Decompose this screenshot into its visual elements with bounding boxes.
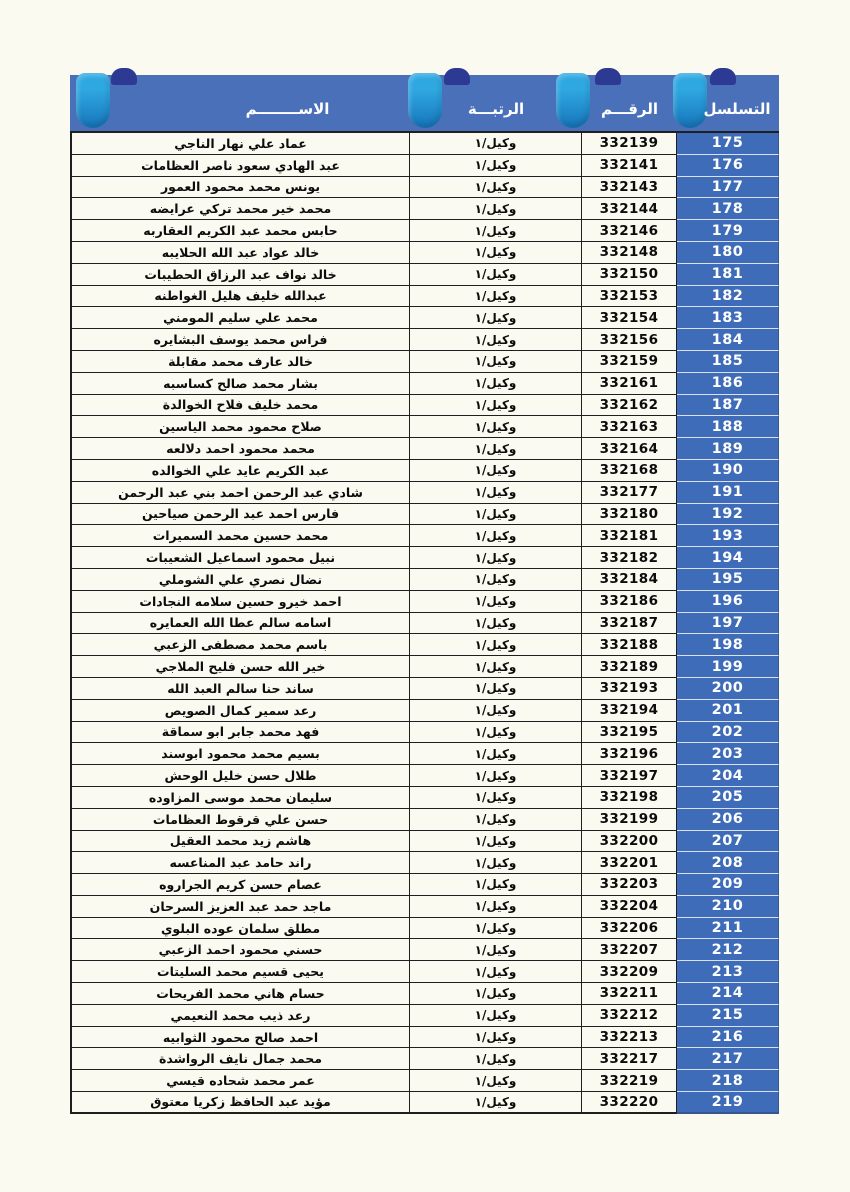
serial-cell: 197 <box>677 613 779 635</box>
serial-cell: 204 <box>677 765 779 787</box>
serial-cell: 188 <box>677 416 779 438</box>
personnel-table <box>70 75 779 1114</box>
number-cell: 332199 <box>582 809 677 831</box>
table-row <box>70 1092 779 1114</box>
table-header-row <box>70 75 779 131</box>
number-cell: 332209 <box>582 961 677 983</box>
name-cell: ماجد حمد عبد العزيز السرحان <box>70 896 410 918</box>
serial-cell: 208 <box>677 852 779 874</box>
table-row <box>70 547 779 569</box>
number-cell: 332187 <box>582 613 677 635</box>
serial-cell: 202 <box>677 722 779 744</box>
table-row <box>70 416 779 438</box>
table-row <box>70 373 779 395</box>
name-cell: ساند حنا سالم العبد الله <box>70 678 410 700</box>
name-cell: صلاح محمود محمد الياسين <box>70 416 410 438</box>
name-cell: خير الله حسن فليح الملاجي <box>70 656 410 678</box>
serial-cell: 187 <box>677 395 779 417</box>
table-row <box>70 133 779 155</box>
rank-cell: وكيل/١ <box>410 416 582 438</box>
rank-cell: وكيل/١ <box>410 286 582 308</box>
table-row <box>70 939 779 961</box>
serial-cell: 183 <box>677 307 779 329</box>
serial-cell: 192 <box>677 504 779 526</box>
name-cell: عبد الهادي سعود ناصر العظامات <box>70 155 410 177</box>
table-row <box>70 525 779 547</box>
rank-cell: وكيل/١ <box>410 1092 582 1114</box>
rank-cell: وكيل/١ <box>410 722 582 744</box>
rank-cell: وكيل/١ <box>410 198 582 220</box>
name-cell: محمد جمال نايف الرواشدة <box>70 1048 410 1070</box>
table-row <box>70 155 779 177</box>
rank-cell: وكيل/١ <box>410 939 582 961</box>
table-row <box>70 896 779 918</box>
rank-cell: وكيل/١ <box>410 504 582 526</box>
rank-cell: وكيل/١ <box>410 307 582 329</box>
rank-cell: وكيل/١ <box>410 983 582 1005</box>
serial-cell: 190 <box>677 460 779 482</box>
serial-cell: 203 <box>677 743 779 765</box>
number-cell: 332141 <box>582 155 677 177</box>
rank-cell: وكيل/١ <box>410 1027 582 1049</box>
number-cell: 332163 <box>582 416 677 438</box>
name-cell: احمد خيرو حسين سلامه النجادات <box>70 591 410 613</box>
rank-cell: وكيل/١ <box>410 177 582 199</box>
rank-cell: وكيل/١ <box>410 569 582 591</box>
header-name: الاســــــــم <box>245 100 330 118</box>
table-row <box>70 722 779 744</box>
name-cell: خالد عواد عبد الله الحلايبه <box>70 242 410 264</box>
header-serial: التسلسل <box>703 100 771 118</box>
table-row <box>70 177 779 199</box>
name-cell: عبد الكريم عايد علي الخوالده <box>70 460 410 482</box>
rank-cell: وكيل/١ <box>410 852 582 874</box>
table-row <box>70 1070 779 1092</box>
number-cell: 332177 <box>582 482 677 504</box>
rank-cell: وكيل/١ <box>410 1070 582 1092</box>
number-cell: 332182 <box>582 547 677 569</box>
number-cell: 332156 <box>582 329 677 351</box>
name-cell: فراس محمد يوسف البشايره <box>70 329 410 351</box>
table-body <box>70 131 779 1114</box>
rank-cell: وكيل/١ <box>410 220 582 242</box>
name-cell: عصام حسن كريم الجراروه <box>70 874 410 896</box>
serial-cell: 195 <box>677 569 779 591</box>
number-cell: 332153 <box>582 286 677 308</box>
name-cell: يونس محمد محمود العمور <box>70 177 410 199</box>
number-cell: 332139 <box>582 133 677 155</box>
name-cell: حابس محمد عبد الكريم العقاربه <box>70 220 410 242</box>
number-cell: 332144 <box>582 198 677 220</box>
name-cell: باسم محمد مصطفى الزعبي <box>70 634 410 656</box>
rank-cell: وكيل/١ <box>410 961 582 983</box>
name-cell: محمد خليف فلاح الخوالدة <box>70 395 410 417</box>
serial-cell: 180 <box>677 242 779 264</box>
name-cell: نبيل محمود اسماعيل الشعيبات <box>70 547 410 569</box>
table-row <box>70 787 779 809</box>
rank-cell: وكيل/١ <box>410 242 582 264</box>
table-row <box>70 504 779 526</box>
serial-cell: 185 <box>677 351 779 373</box>
number-cell: 332195 <box>582 722 677 744</box>
name-cell: خالد نواف عبد الرزاق الحطيبات <box>70 264 410 286</box>
rank-cell: وكيل/١ <box>410 678 582 700</box>
name-cell: فهد محمد جابر ابو سماقة <box>70 722 410 744</box>
table-row <box>70 634 779 656</box>
number-cell: 332217 <box>582 1048 677 1070</box>
table-row <box>70 831 779 853</box>
serial-cell: 219 <box>677 1092 779 1114</box>
serial-cell: 191 <box>677 482 779 504</box>
number-cell: 332150 <box>582 264 677 286</box>
name-cell: عبدالله خليف هليل الغواطنه <box>70 286 410 308</box>
number-cell: 332189 <box>582 656 677 678</box>
table-row <box>70 613 779 635</box>
table-row <box>70 765 779 787</box>
serial-cell: 215 <box>677 1005 779 1027</box>
rank-cell: وكيل/١ <box>410 1005 582 1027</box>
rank-cell: وكيل/١ <box>410 700 582 722</box>
table-row <box>70 242 779 264</box>
serial-cell: 218 <box>677 1070 779 1092</box>
name-cell: عماد علي نهار الناجي <box>70 133 410 155</box>
rank-cell: وكيل/١ <box>410 438 582 460</box>
table-row <box>70 983 779 1005</box>
table-row <box>70 286 779 308</box>
table-row <box>70 1005 779 1027</box>
table-row <box>70 220 779 242</box>
name-cell: حسن علي قرقوط العظامات <box>70 809 410 831</box>
name-cell: حسام هاني محمد الفريحات <box>70 983 410 1005</box>
name-cell: شادي عبد الرحمن احمد بني عبد الرحمن <box>70 482 410 504</box>
serial-cell: 178 <box>677 198 779 220</box>
number-cell: 332220 <box>582 1092 677 1114</box>
serial-cell: 177 <box>677 177 779 199</box>
serial-cell: 212 <box>677 939 779 961</box>
table-row <box>70 961 779 983</box>
table-row <box>70 1027 779 1049</box>
table-row <box>70 569 779 591</box>
rank-cell: وكيل/١ <box>410 831 582 853</box>
name-cell: مؤيد عبد الحافظ زكريا معتوق <box>70 1092 410 1114</box>
header-number: الرقـــم <box>600 100 659 118</box>
name-cell: حسني محمود احمد الزعبي <box>70 939 410 961</box>
table-row <box>70 351 779 373</box>
serial-cell: 205 <box>677 787 779 809</box>
rank-cell: وكيل/١ <box>410 787 582 809</box>
serial-cell: 181 <box>677 264 779 286</box>
serial-cell: 207 <box>677 831 779 853</box>
serial-cell: 182 <box>677 286 779 308</box>
serial-cell: 217 <box>677 1048 779 1070</box>
name-cell: طلال حسن خليل الوحش <box>70 765 410 787</box>
number-cell: 332184 <box>582 569 677 591</box>
serial-cell: 196 <box>677 591 779 613</box>
number-cell: 332181 <box>582 525 677 547</box>
name-cell: محمد خير محمد تركي عرايضه <box>70 198 410 220</box>
number-cell: 332211 <box>582 983 677 1005</box>
rank-cell: وكيل/١ <box>410 395 582 417</box>
number-cell: 332213 <box>582 1027 677 1049</box>
number-cell: 332219 <box>582 1070 677 1092</box>
table-row <box>70 852 779 874</box>
name-cell: بسيم محمد محمود ابوسند <box>70 743 410 765</box>
serial-cell: 193 <box>677 525 779 547</box>
rank-cell: وكيل/١ <box>410 264 582 286</box>
number-cell: 332143 <box>582 177 677 199</box>
name-cell: خالد عارف محمد مقابلة <box>70 351 410 373</box>
number-cell: 332188 <box>582 634 677 656</box>
rank-cell: وكيل/١ <box>410 918 582 940</box>
table-row <box>70 656 779 678</box>
rank-cell: وكيل/١ <box>410 809 582 831</box>
number-cell: 332193 <box>582 678 677 700</box>
number-cell: 332212 <box>582 1005 677 1027</box>
rank-cell: وكيل/١ <box>410 373 582 395</box>
number-cell: 332198 <box>582 787 677 809</box>
name-cell: محمد حسين محمد السميرات <box>70 525 410 547</box>
rank-cell: وكيل/١ <box>410 482 582 504</box>
serial-cell: 213 <box>677 961 779 983</box>
table-row <box>70 700 779 722</box>
rank-cell: وكيل/١ <box>410 351 582 373</box>
table-row <box>70 743 779 765</box>
number-cell: 332206 <box>582 918 677 940</box>
number-cell: 332168 <box>582 460 677 482</box>
table-row <box>70 329 779 351</box>
number-cell: 332161 <box>582 373 677 395</box>
table-row <box>70 591 779 613</box>
rank-cell: وكيل/١ <box>410 329 582 351</box>
table-row <box>70 395 779 417</box>
serial-cell: 186 <box>677 373 779 395</box>
number-cell: 332146 <box>582 220 677 242</box>
rank-cell: وكيل/١ <box>410 656 582 678</box>
rank-cell: وكيل/١ <box>410 874 582 896</box>
serial-cell: 214 <box>677 983 779 1005</box>
rank-cell: وكيل/١ <box>410 765 582 787</box>
name-cell: محمد محمود احمد دلالعه <box>70 438 410 460</box>
table-row <box>70 1048 779 1070</box>
rank-cell: وكيل/١ <box>410 591 582 613</box>
table-row <box>70 918 779 940</box>
name-cell: احمد صالح محمود الثوابيه <box>70 1027 410 1049</box>
number-cell: 332164 <box>582 438 677 460</box>
number-cell: 332159 <box>582 351 677 373</box>
name-cell: رعد ذيب محمد النعيمي <box>70 1005 410 1027</box>
name-cell: هاشم زيد محمد العقيل <box>70 831 410 853</box>
name-cell: عمر محمد شحاده قيسي <box>70 1070 410 1092</box>
name-cell: محمد علي سليم المومني <box>70 307 410 329</box>
number-cell: 332194 <box>582 700 677 722</box>
name-cell: راند حامد عبد المناعسه <box>70 852 410 874</box>
number-cell: 332154 <box>582 307 677 329</box>
name-cell: فارس احمد عبد الرحمن صياحين <box>70 504 410 526</box>
serial-cell: 189 <box>677 438 779 460</box>
name-cell: بشار محمد صالح كساسبه <box>70 373 410 395</box>
table-row <box>70 198 779 220</box>
serial-cell: 210 <box>677 896 779 918</box>
table-row <box>70 307 779 329</box>
rank-cell: وكيل/١ <box>410 460 582 482</box>
number-cell: 332207 <box>582 939 677 961</box>
table-row <box>70 264 779 286</box>
number-cell: 332204 <box>582 896 677 918</box>
serial-cell: 194 <box>677 547 779 569</box>
number-cell: 332200 <box>582 831 677 853</box>
number-cell: 332186 <box>582 591 677 613</box>
header-rank: الرتبـــة <box>467 100 525 118</box>
table-row <box>70 809 779 831</box>
number-cell: 332197 <box>582 765 677 787</box>
rank-cell: وكيل/١ <box>410 525 582 547</box>
serial-cell: 184 <box>677 329 779 351</box>
number-cell: 332201 <box>582 852 677 874</box>
name-cell: نضال نصري علي الشوملي <box>70 569 410 591</box>
number-cell: 332196 <box>582 743 677 765</box>
serial-cell: 199 <box>677 656 779 678</box>
number-cell: 332148 <box>582 242 677 264</box>
table-row <box>70 482 779 504</box>
rank-cell: وكيل/١ <box>410 743 582 765</box>
serial-cell: 216 <box>677 1027 779 1049</box>
number-cell: 332203 <box>582 874 677 896</box>
table-row <box>70 460 779 482</box>
name-cell: رعد سمير كمال الصويص <box>70 700 410 722</box>
serial-cell: 175 <box>677 133 779 155</box>
rank-cell: وكيل/١ <box>410 613 582 635</box>
serial-cell: 200 <box>677 678 779 700</box>
serial-cell: 198 <box>677 634 779 656</box>
rank-cell: وكيل/١ <box>410 155 582 177</box>
rank-cell: وكيل/١ <box>410 1048 582 1070</box>
name-cell: سليمان محمد موسى المزاوده <box>70 787 410 809</box>
serial-cell: 206 <box>677 809 779 831</box>
rank-cell: وكيل/١ <box>410 133 582 155</box>
serial-cell: 211 <box>677 918 779 940</box>
name-cell: اسامه سالم عطا الله العمايره <box>70 613 410 635</box>
table-row <box>70 678 779 700</box>
table-row <box>70 438 779 460</box>
name-cell: مطلق سلمان عوده البلوي <box>70 918 410 940</box>
serial-cell: 176 <box>677 155 779 177</box>
number-cell: 332162 <box>582 395 677 417</box>
serial-cell: 179 <box>677 220 779 242</box>
rank-cell: وكيل/١ <box>410 547 582 569</box>
serial-cell: 201 <box>677 700 779 722</box>
table-row <box>70 874 779 896</box>
number-cell: 332180 <box>582 504 677 526</box>
rank-cell: وكيل/١ <box>410 896 582 918</box>
rank-cell: وكيل/١ <box>410 634 582 656</box>
serial-cell: 209 <box>677 874 779 896</box>
name-cell: يحيى قسيم محمد السليتات <box>70 961 410 983</box>
